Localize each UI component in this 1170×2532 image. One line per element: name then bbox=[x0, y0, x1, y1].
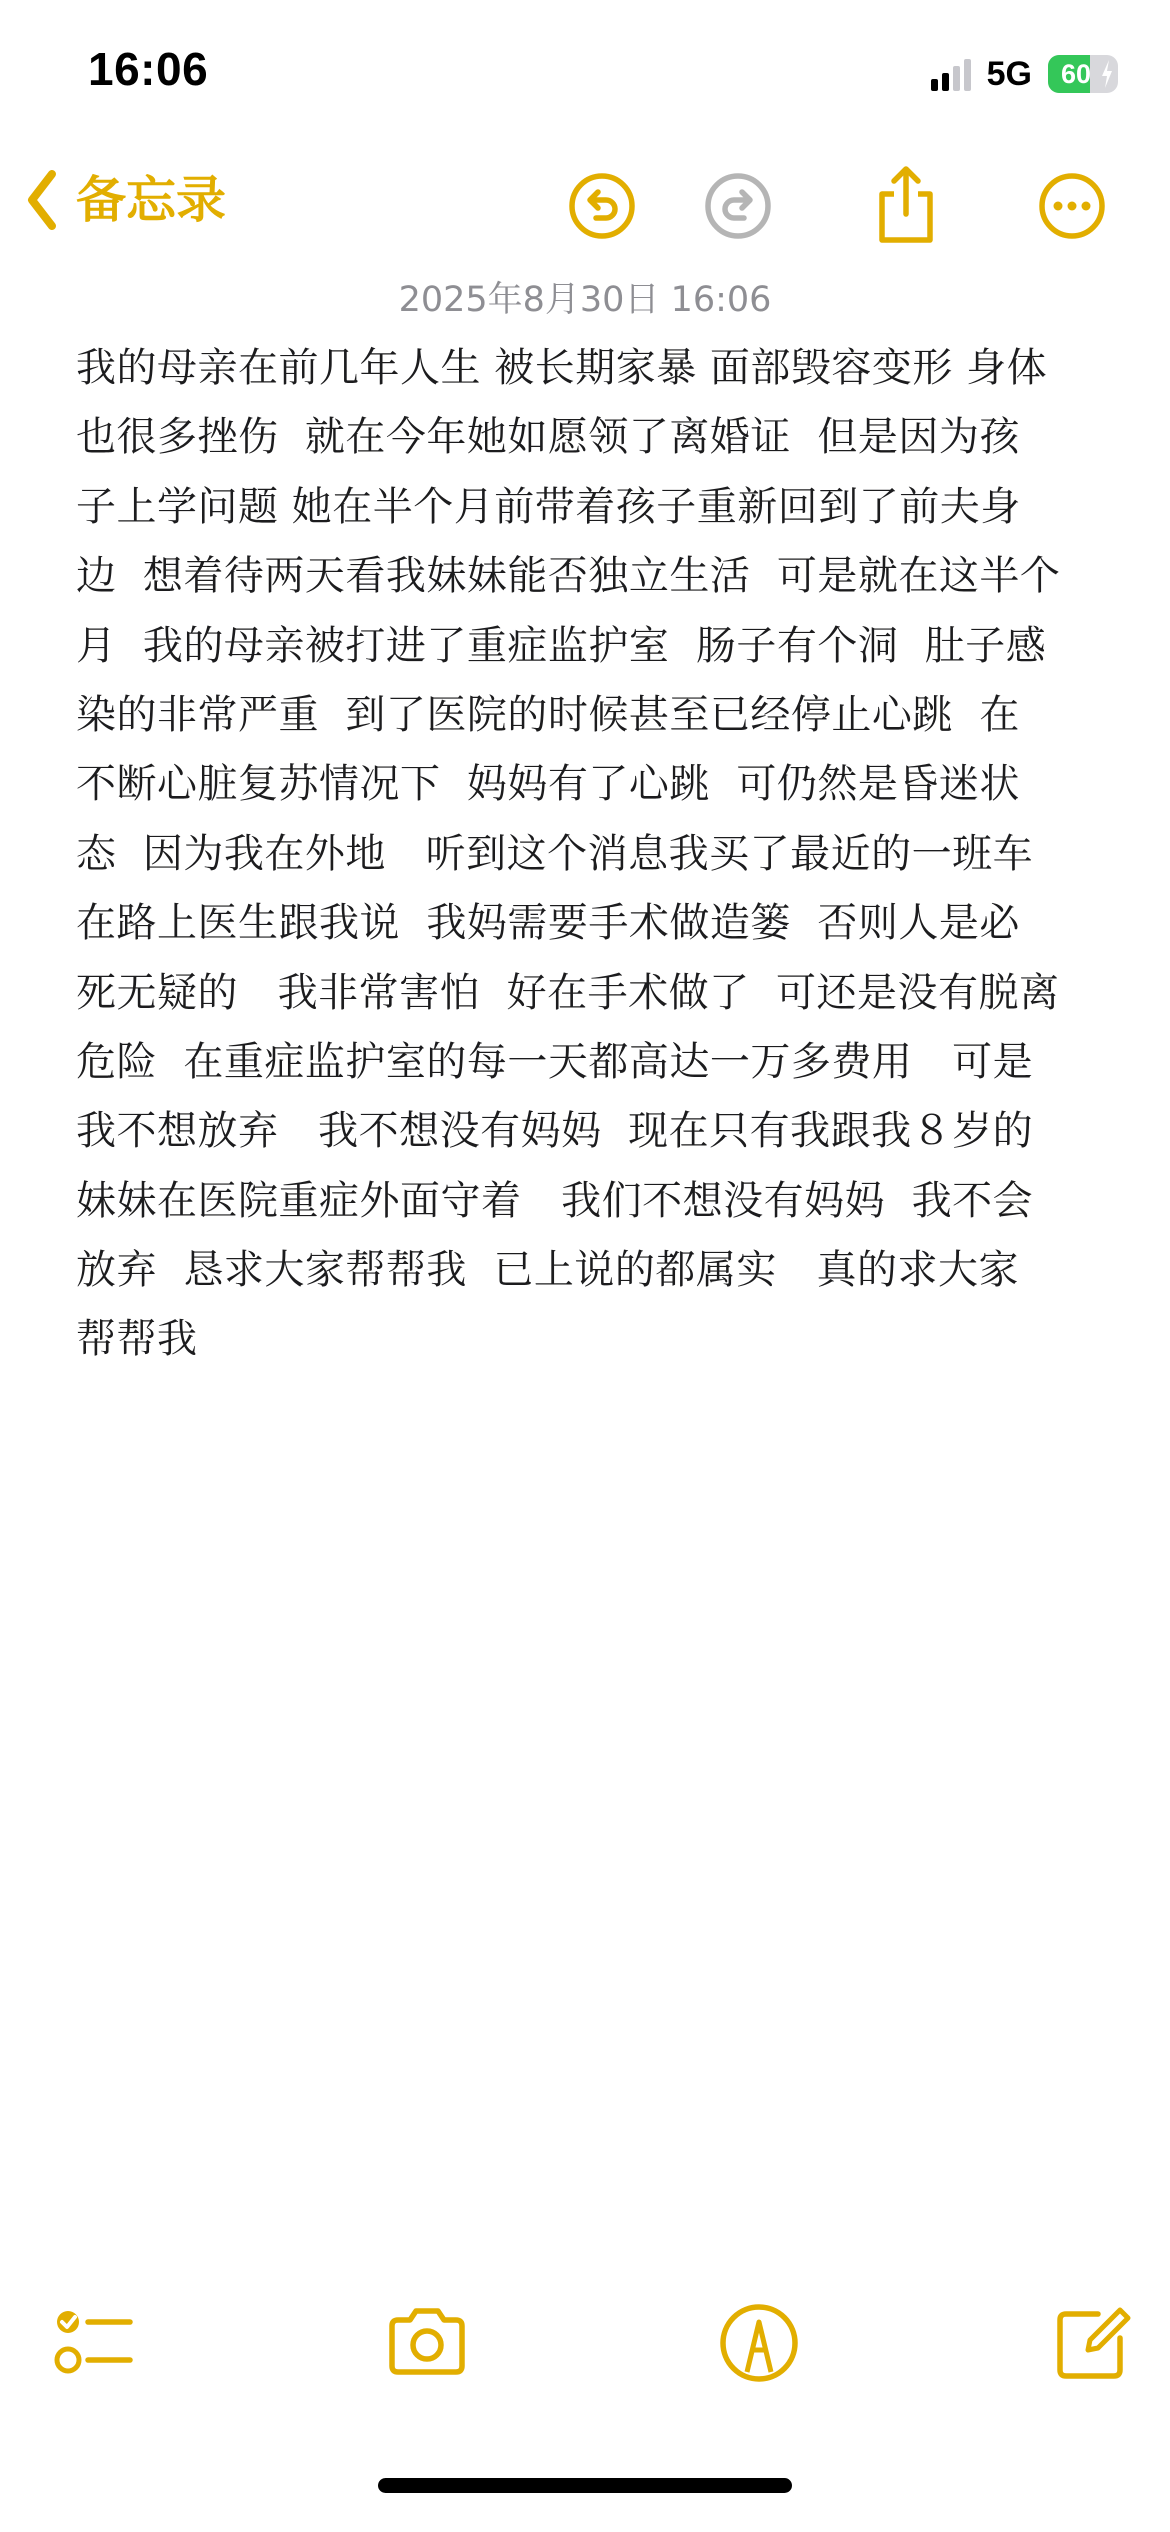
note-line: 边 想着待两天看我妹妹能否独立生活 可是就在这半个 bbox=[76, 553, 1061, 600]
note-line: 放弃 恳求大家帮帮我 已上说的都属实 真的求大家 bbox=[76, 1247, 1020, 1294]
network-type: 5G bbox=[986, 54, 1032, 93]
note-body[interactable] bbox=[76, 334, 1116, 1375]
back-button[interactable] bbox=[24, 168, 226, 232]
cellular-signal-icon bbox=[931, 57, 971, 91]
battery-icon bbox=[1048, 55, 1118, 93]
signal-bar bbox=[953, 66, 960, 91]
signal-bar bbox=[931, 79, 938, 91]
note-line: 我不想放弃 我不想没有妈妈 现在只有我跟我８岁的 bbox=[76, 1108, 1034, 1155]
camera-icon[interactable] bbox=[384, 2300, 470, 2386]
markup-icon[interactable] bbox=[716, 2300, 802, 2386]
signal-bar bbox=[964, 59, 971, 91]
compose-icon[interactable] bbox=[1048, 2300, 1134, 2386]
note-line: 帮帮我 bbox=[76, 1316, 198, 1363]
note-line: 染的非常严重 到了医院的时候甚至已经停止心跳 在 bbox=[76, 691, 1020, 738]
undo-icon[interactable] bbox=[566, 170, 638, 242]
status-indicators bbox=[931, 52, 1118, 96]
note-line: 月 我的母亲被打进了重症监护室 肠子有个洞 肚子感 bbox=[76, 622, 1047, 669]
note-date: 2025年8月30日 16:06 bbox=[398, 280, 772, 320]
note-line: 也很多挫伤 就在今年她如愿领了离婚证 但是因为孩 bbox=[76, 414, 1020, 461]
note-line: 危险 在重症监护室的每一天都高达一万多费用 可是 bbox=[76, 1038, 1034, 1085]
note-line: 在路上医生跟我说 我妈需要手术做造篓 否则人是必 bbox=[76, 900, 1020, 947]
more-icon[interactable] bbox=[1036, 170, 1108, 242]
note-line: 妹妹在医院重症外面守着 我们不想没有妈妈 我不会 bbox=[76, 1177, 1034, 1224]
note-line: 死无疑的 我非常害怕 好在手术做了 可还是没有脱离 bbox=[76, 969, 1060, 1016]
status-time: 16:06 bbox=[88, 43, 209, 95]
home-indicator[interactable] bbox=[378, 2478, 792, 2493]
note-line: 子上学问题 她在半个月前带着孩子重新回到了前夫身 bbox=[76, 483, 1021, 530]
chevron-left-icon bbox=[24, 168, 58, 232]
note-line: 态 因为我在外地 听到这个消息我买了最近的一班车 bbox=[76, 830, 1034, 877]
share-icon[interactable] bbox=[870, 164, 942, 246]
note-line: 我的母亲在前几年人生 被长期家暴 面部毁容变形 身体 bbox=[76, 345, 1048, 391]
checklist-icon[interactable] bbox=[52, 2300, 138, 2386]
battery-level: 60 bbox=[1060, 59, 1092, 89]
note-line: 不断心脏复苏情况下 妈妈有了心跳 可仍然是昏迷状 bbox=[76, 761, 1020, 808]
redo-icon[interactable] bbox=[702, 170, 774, 242]
charging-bolt-icon bbox=[1100, 59, 1114, 89]
back-button-label: 备忘录 bbox=[76, 171, 226, 229]
signal-bar bbox=[942, 73, 949, 91]
